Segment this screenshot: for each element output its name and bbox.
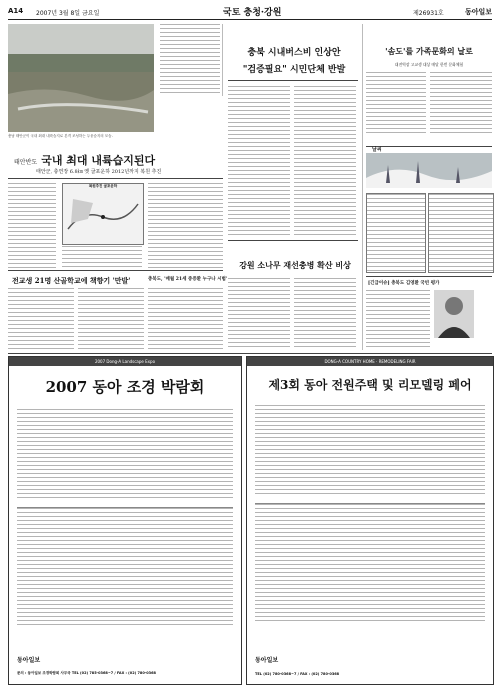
issue-date: 2007년 3월 8일 금요일 (36, 10, 100, 17)
weather-table-left (366, 193, 426, 273)
weather-title: 날씨 (372, 147, 382, 153)
ad-country-home-fair (246, 356, 494, 685)
photo-caption: 충남 태안군이 국내 최대 내륙습지로 본격 조성하는 두웅습지의 모습. (8, 134, 113, 138)
school-text-col2 (78, 288, 144, 350)
map-title: 복원추진 굴포운하 (88, 184, 118, 188)
side-headline: 충북도, '매월 21세 중증환 누구나 시범' (148, 277, 228, 282)
person-photo (434, 290, 474, 338)
bus-text-col2 (294, 86, 356, 236)
culture-headline: '솜도'를 가족문화의 날로 (385, 46, 473, 56)
weather-photo (366, 153, 492, 188)
ad-landscape-expo (8, 356, 242, 685)
culture-subtitle: 대전역장 고교생 대상 매달 한번 문화체험 (394, 62, 464, 67)
page-header (8, 5, 492, 20)
school-text-col1 (8, 288, 74, 350)
culture-text-col1 (366, 72, 426, 134)
newspaper-name: 동아일보 (464, 7, 492, 16)
story-kicker: 태안반도 (14, 159, 38, 166)
pine-text-col2 (294, 278, 356, 350)
ad-left-host: 동아일보 (17, 657, 41, 664)
school-text-col3 (148, 288, 223, 350)
ad-right-banner: DONG-A COUNTRY HOME · REMODELING FAIR (247, 357, 493, 366)
issue-number: 제26931호 (413, 10, 444, 17)
ad-right-host: 동아일보 (255, 657, 279, 664)
section-title: 국토 충청·강원 (223, 8, 282, 18)
story-column-lines (160, 24, 220, 94)
pine-headline: 강원 소나무 재선충병 확산 비상 (239, 260, 351, 270)
school-headline: 전교생 21명 산골학교에 책향기 '만발' (12, 276, 131, 285)
story-text-col2 (62, 246, 142, 268)
pine-text-col1 (228, 278, 290, 350)
ad-left-title: 2007 동아 조경 박람회 (45, 378, 205, 396)
story-text-col3 (148, 183, 223, 268)
ad-right-phone: TEL (02) 780-0368~7 / FAX : (02) 780-0368 (255, 672, 340, 676)
bus-headline-line1: 충북 시내버스비 인상안 (247, 48, 341, 58)
ad-left-banner: 2007 Dong-A Landscape Expo (9, 357, 241, 366)
bus-text-col1 (228, 86, 290, 236)
ad-right-title: 제3회 동아 전원주택 및 리모델링 페어 (268, 378, 472, 392)
ad-left-phone: 문의 : 동아일보 조경박람회 사무국 TEL (02) 785-0368~7 / FAX : (02) 780-0368 (17, 671, 156, 675)
wetland-photo (8, 24, 154, 132)
canal-map (62, 183, 144, 245)
page-number: A14 (8, 7, 24, 15)
person-box-title: [긴급이슈] 충북도 김영환 국빈 평가 (368, 281, 440, 286)
story-text-col1 (8, 183, 56, 268)
bus-headline-line2: "검증필요" 시민단체 반발 (242, 65, 346, 75)
person-text (366, 290, 430, 350)
story-headline: 태안반도 국내 최대 내륙습지된다 (14, 154, 156, 167)
story-subtitle: 태안군, 충연장 6.8㎞ 옛 굴포운하 2012년까지 복원 추진 (36, 169, 162, 175)
weather-table-right (428, 193, 494, 273)
culture-text-col2 (430, 72, 492, 134)
